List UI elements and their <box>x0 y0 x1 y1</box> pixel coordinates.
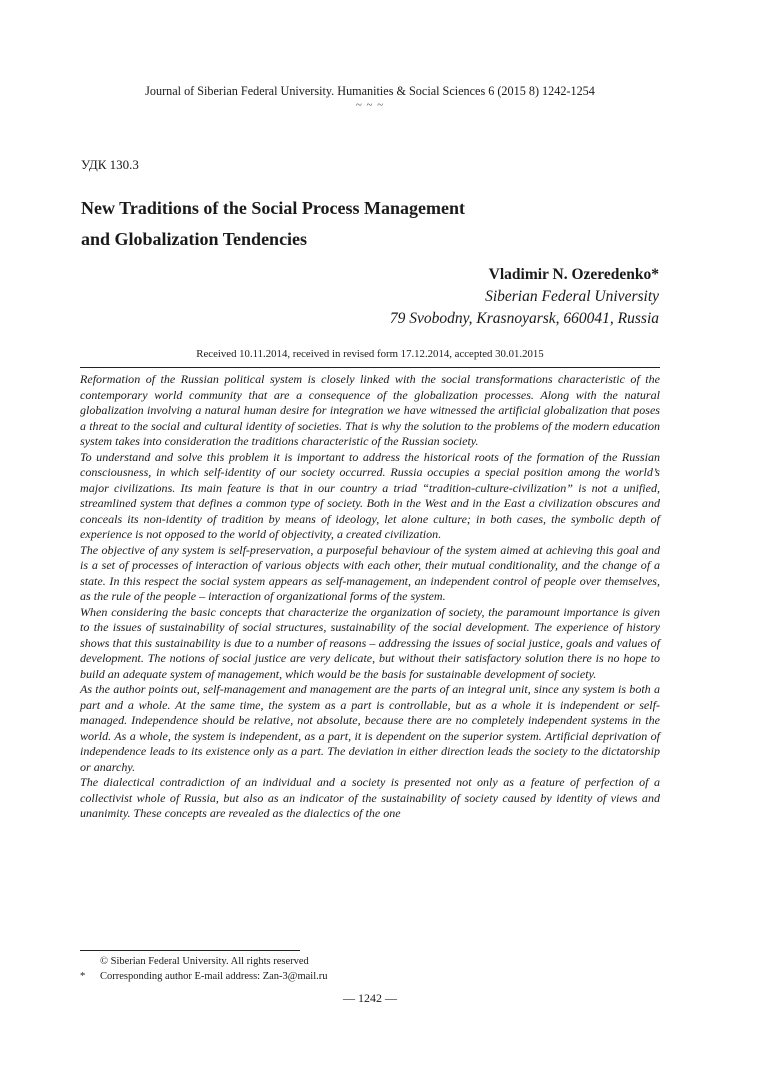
footnotes <box>80 954 660 984</box>
footnote-copyright <box>80 954 660 969</box>
footnote-text: Corresponding author E-mail address: Zan-3@mail.ru <box>100 971 328 982</box>
abstract-paragraph: When considering the basic concepts that characterize the organization of society, the paramount importance is given to the issues of sustainability of social structures, sustainability of the social development. The experience of history shows that this sustainability is due to a number of reasons – addressing the issues of social justice, goals and values of development. The notions of social justice are very delicate, but without their satisfactory solution there is no hope to build an adequate system of management, which would be the basis for sustainable development of society. <box>80 604 660 681</box>
footnote-mark <box>80 954 100 969</box>
abstract-paragraph: The objective of any system is self-preservation, a purposeful behaviour of the system aimed at achieving this goal and is a set of processes of interaction of various objects with each other, their mutual conditionality, and the change of a state. In this respect the social system appears as self-management, an independent control of people over themselves, as the rule of the people – interaction of organizational forms of the system. <box>80 542 660 603</box>
journal-header: Journal of Siberian Federal University. Humanities & Social Sciences 6 (2015 8) 1242-1254 <box>145 84 595 98</box>
page-number: — 1242 — <box>343 991 397 1005</box>
author-block <box>390 264 659 330</box>
author-affiliation: Siberian Federal University <box>485 288 659 305</box>
title-line-1: New Traditions of the Social Process Management <box>81 198 465 218</box>
abstract-paragraph: The dialectical contradiction of an individual and a society is presented not only as a feature of perfection of a collectivist whole of Russia, but also as an indicator of the sustainability of society caused by identity of views and unanimity. These concepts are revealed as the dialectics of the one <box>80 775 660 820</box>
footnote-mark: * <box>80 971 86 982</box>
footnote-corresponding <box>80 969 660 984</box>
footnote-text: © Siberian Federal University. All rights reserved <box>100 956 309 967</box>
abstract-top-rule <box>80 367 660 368</box>
abstract-paragraph: To understand and solve this problem it is important to address the historical roots of the formation of the Russian consciousness, in which self-identity of our society occurred. Russia occupies a special position among the world’s major civilizations. Its main feature is that in our country a triad “tradition-culture-civilization” is not a unified, streamlined system that defines a common type of society. Both in the West and in the East a civilization obscures and conceals its non-identity of tradition by means of ideology, let alone culture; in both cases, the symbolic depth of experience is not opposed to the world of objectivity, a created civilization. <box>80 449 660 541</box>
abstract <box>80 372 660 822</box>
received-dates: Received 10.11.2014, received in revised form 17.12.2014, accepted 30.01.2015 <box>196 348 544 360</box>
abstract-paragraph: Reformation of the Russian political system is closely linked with the social transformations characteristic of the contemporary world community that are a consequence of the globalization processes. Along with the natural globalization involving a natural human desire for integration we have witnessed the artificial globalization that poses a threat to the social and cultural identity of societies. That is why the solution to the problems of the modern education system takes into consideration the traditions characteristic of the Russian society. <box>80 372 660 448</box>
header-ornament: ~ ~ ~ <box>355 99 385 111</box>
title-line-2: and Globalization Tendencies <box>81 229 308 249</box>
footnote-rule <box>80 950 300 951</box>
article-title <box>81 193 641 255</box>
author-address: 79 Svobodny, Krasnoyarsk, 660041, Russia <box>389 310 659 327</box>
abstract-paragraph: As the author points out, self-management and management are the parts of an integral unit, since any system is both a part and a whole. At the same time, the system as a part is controllable, but as a whole it is independent or self-managed. Independence should be relative, not absolute, because there are no completely independent systems in the world. As a whole, the system is independent, as a part, it is dependent on the superior system. Artificial deprivation of independence leads to its existence only as a part. The deviation in either direction leads the society to the dictatorship or anarchy. <box>80 682 660 774</box>
author-name: Vladimir N. Ozeredenko* <box>488 266 659 283</box>
udc-code: УДК 130.3 <box>81 157 139 172</box>
